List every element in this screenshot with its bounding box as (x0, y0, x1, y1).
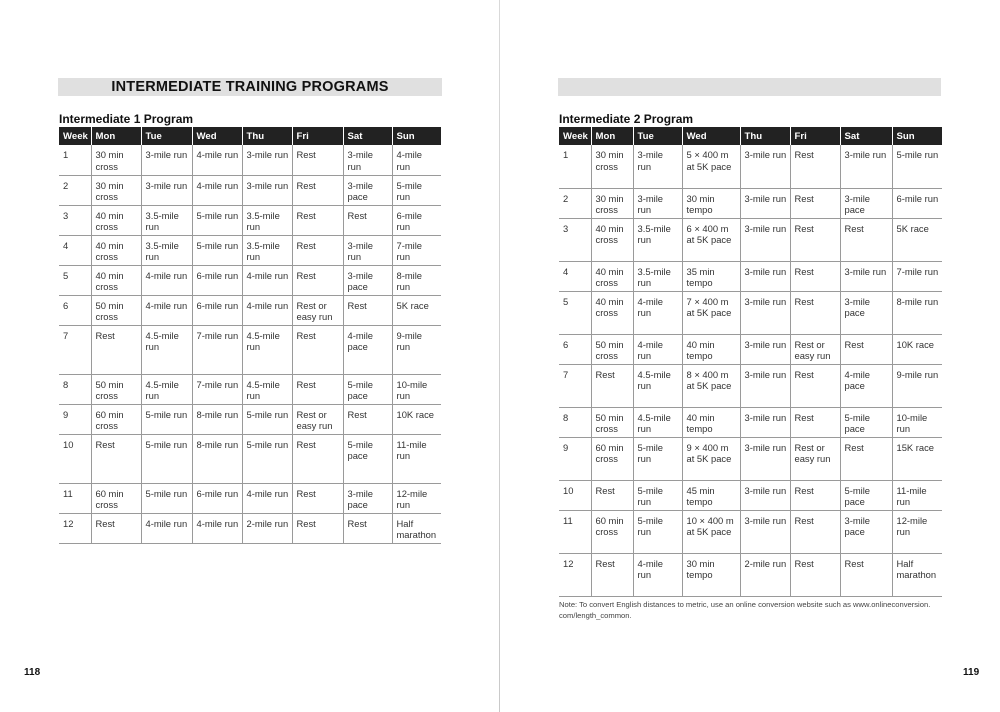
table-cell: 10 (59, 434, 91, 483)
table-cell: 40 min cross (91, 265, 141, 295)
table-cell: 60 min cross (91, 404, 141, 434)
table-cell: 40 min tempo (682, 334, 740, 364)
table-row (59, 374, 441, 404)
column-header-wed: Wed (682, 127, 740, 145)
table-cell: Rest (292, 235, 343, 265)
table-cell: 4-mile run (392, 145, 441, 175)
table-cell: Rest (790, 291, 840, 334)
table-cell: 9-mile run (392, 325, 441, 374)
table-cell: 50 min cross (91, 374, 141, 404)
table-cell: 3 (59, 205, 91, 235)
table-cell: 11-mile run (892, 480, 942, 510)
table-cell: 3-mile run (740, 407, 790, 437)
table-cell: Rest or easy run (790, 437, 840, 480)
column-header-fri: Fri (790, 127, 840, 145)
column-header-sat: Sat (343, 127, 392, 145)
table-cell: 5 (559, 291, 591, 334)
table-cell: Rest (790, 364, 840, 407)
table-cell: 4-mile run (633, 291, 682, 334)
table-cell: 10K race (892, 334, 942, 364)
table-cell: 5-mile run (392, 175, 441, 205)
table-cell: 8 (59, 374, 91, 404)
table-cell: 3-mile pace (840, 510, 892, 553)
column-header-mon: Mon (591, 127, 633, 145)
program-title-intermediate-1: Intermediate 1 Program (59, 112, 194, 126)
table-cell: 40 min cross (591, 291, 633, 334)
table-cell: Rest (292, 513, 343, 543)
table-cell: Rest (292, 483, 343, 513)
table-cell: 3.5-mile run (141, 205, 192, 235)
table-cell: Rest (292, 205, 343, 235)
column-header-sun: Sun (392, 127, 441, 145)
table-cell: 3-mile pace (343, 265, 392, 295)
table-cell: 7-mile run (192, 325, 242, 374)
table-cell: 4 (559, 261, 591, 291)
table-cell: 3-mile run (740, 480, 790, 510)
table-cell: 3-mile run (141, 175, 192, 205)
table-row (559, 480, 942, 510)
column-header-sun: Sun (892, 127, 942, 145)
table-cell: 30 min cross (91, 175, 141, 205)
table-cell: Rest (790, 218, 840, 261)
table-cell: 3-mile run (740, 145, 790, 188)
table-row (559, 510, 942, 553)
table-row (59, 145, 441, 175)
conversion-footnote: Note: To convert English distances to metric, use an online conversion website such as www.onlineconversion. com/length_common. (559, 600, 931, 620)
table-cell: 2 (59, 175, 91, 205)
table-cell: 4-mile run (192, 513, 242, 543)
table-cell: Rest (790, 407, 840, 437)
table-cell: 2-mile run (242, 513, 292, 543)
table-cell: Rest (591, 553, 633, 596)
table-cell: 4 (59, 235, 91, 265)
table-row (559, 218, 942, 261)
table-row (559, 188, 942, 218)
table-row (59, 235, 441, 265)
table-row (59, 265, 441, 295)
table-cell: 4-mile run (141, 265, 192, 295)
table-cell: 5K race (392, 295, 441, 325)
column-header-sat: Sat (840, 127, 892, 145)
table-cell: 3-mile run (740, 188, 790, 218)
table-cell: Rest (292, 145, 343, 175)
table-cell: 5-mile pace (840, 407, 892, 437)
table-cell: 11 (59, 483, 91, 513)
table-cell: 5-mile run (192, 205, 242, 235)
table-cell: Rest (343, 295, 392, 325)
table-row (559, 334, 942, 364)
table-cell: Rest (840, 334, 892, 364)
table-cell: 3 (559, 218, 591, 261)
table-cell: Rest (343, 205, 392, 235)
table-cell: 5K race (892, 218, 942, 261)
table-cell: 8-mile run (892, 291, 942, 334)
table-cell: 3.5-mile run (633, 218, 682, 261)
table-cell: 3-mile run (740, 437, 790, 480)
table-cell: 5 × 400 m at 5K pace (682, 145, 740, 188)
table-cell: Rest (591, 364, 633, 407)
table-cell: 3-mile run (343, 235, 392, 265)
table-cell: 1 (59, 145, 91, 175)
table-cell: 9 (59, 404, 91, 434)
table-row (59, 175, 441, 205)
table-cell: 3-mile run (740, 261, 790, 291)
table-row (559, 553, 942, 596)
table-row (559, 364, 942, 407)
table-cell: 7 (59, 325, 91, 374)
table-cell: 30 min tempo (682, 553, 740, 596)
table-cell: 4.5-mile run (242, 325, 292, 374)
section-banner-blank (558, 78, 941, 96)
table-cell: 9 × 400 m at 5K pace (682, 437, 740, 480)
table-cell: 5-mile pace (343, 374, 392, 404)
table-cell: 3-mile run (242, 145, 292, 175)
table-cell: Rest (343, 404, 392, 434)
table-cell: 40 min cross (91, 205, 141, 235)
column-header-fri: Fri (292, 127, 343, 145)
table-cell: 4-mile run (192, 145, 242, 175)
table-cell: Rest (840, 218, 892, 261)
right-page (500, 0, 1000, 712)
table-cell: 3-mile run (242, 175, 292, 205)
table-cell: 12-mile run (392, 483, 441, 513)
table-row (59, 404, 441, 434)
table-cell: 4.5-mile run (633, 407, 682, 437)
table-cell: Rest (292, 374, 343, 404)
table-cell: 4.5-mile run (242, 374, 292, 404)
table-cell: 4-mile run (141, 513, 192, 543)
table-cell: 40 min cross (91, 235, 141, 265)
table-cell: 5-mile run (633, 480, 682, 510)
table-row (59, 205, 441, 235)
table-cell: Rest (790, 480, 840, 510)
table-cell: 7 (559, 364, 591, 407)
table-cell: 4-mile pace (840, 364, 892, 407)
table-cell: 3-mile run (343, 145, 392, 175)
table-cell: 3-mile run (740, 334, 790, 364)
table-cell: 5-mile run (141, 434, 192, 483)
table-row (59, 325, 441, 374)
table-cell: 5-mile run (633, 437, 682, 480)
table-row (559, 407, 942, 437)
table-cell: 6-mile run (192, 483, 242, 513)
table-cell: 60 min cross (591, 510, 633, 553)
table-cell: 10 (559, 480, 591, 510)
table-row (59, 434, 441, 483)
table-cell: Rest or easy run (292, 295, 343, 325)
table-cell: Half marathon (892, 553, 942, 596)
schedule-table-intermediate-2 (559, 127, 942, 597)
table-cell: 10 × 400 m at 5K pace (682, 510, 740, 553)
table-cell: 4-mile run (242, 483, 292, 513)
table-cell: 12 (59, 513, 91, 543)
table-cell: 8-mile run (192, 434, 242, 483)
table-cell: 45 min tempo (682, 480, 740, 510)
table-cell: Rest (292, 434, 343, 483)
table-cell: Rest (292, 265, 343, 295)
program-title-intermediate-2: Intermediate 2 Program (559, 112, 694, 126)
table-cell: 60 min cross (591, 437, 633, 480)
table-row (59, 483, 441, 513)
schedule-table-intermediate-1 (59, 127, 441, 544)
section-banner: INTERMEDIATE TRAINING PROGRAMS (58, 78, 442, 96)
table-cell: 9 (559, 437, 591, 480)
table-cell: Rest (840, 437, 892, 480)
table-cell: 4.5-mile run (141, 374, 192, 404)
table-cell: 7 × 400 m at 5K pace (682, 291, 740, 334)
table-cell: 7-mile run (392, 235, 441, 265)
table-cell: 2-mile run (740, 553, 790, 596)
table-cell: 11-mile run (392, 434, 441, 483)
table-cell: 40 min cross (591, 261, 633, 291)
table-cell: 50 min cross (91, 295, 141, 325)
table-cell: 5-mile run (633, 510, 682, 553)
table-cell: 50 min cross (591, 407, 633, 437)
table-cell: 2 (559, 188, 591, 218)
table-row (559, 145, 942, 188)
table-cell: 4-mile pace (343, 325, 392, 374)
table-cell: 11 (559, 510, 591, 553)
table-cell: 4.5-mile run (141, 325, 192, 374)
table-cell: 50 min cross (591, 334, 633, 364)
table-cell: 40 min tempo (682, 407, 740, 437)
table-cell: 3-mile run (840, 145, 892, 188)
table-header-row (59, 127, 441, 145)
table-row (59, 295, 441, 325)
table-cell: 4-mile run (633, 553, 682, 596)
column-header-week: Week (559, 127, 591, 145)
table-row (59, 513, 441, 543)
page-number: 118 (24, 667, 41, 678)
table-cell: 3.5-mile run (242, 235, 292, 265)
table-cell: 8 (559, 407, 591, 437)
table-cell: 4-mile run (633, 334, 682, 364)
table-cell: 5-mile pace (343, 434, 392, 483)
column-header-tue: Tue (141, 127, 192, 145)
table-cell: 4-mile run (242, 295, 292, 325)
table-cell: 6-mile run (392, 205, 441, 235)
column-header-wed: Wed (192, 127, 242, 145)
table-cell: Rest (790, 261, 840, 291)
table-cell: 3-mile run (840, 261, 892, 291)
table-cell: 10K race (392, 404, 441, 434)
table-cell: 3-mile pace (840, 188, 892, 218)
table-cell: 30 min tempo (682, 188, 740, 218)
column-header-thu: Thu (740, 127, 790, 145)
table-cell: 5-mile run (141, 404, 192, 434)
table-cell: 6 (559, 334, 591, 364)
left-page (0, 0, 499, 712)
table-cell: 3-mile run (740, 364, 790, 407)
table-cell: 8-mile run (392, 265, 441, 295)
table-cell: 3-mile run (740, 291, 790, 334)
table-cell: Half marathon (392, 513, 441, 543)
table-cell: 3-mile run (740, 510, 790, 553)
table-cell: 5-mile run (892, 145, 942, 188)
table-cell: 8-mile run (192, 404, 242, 434)
table-cell: 60 min cross (91, 483, 141, 513)
table-cell: Rest (591, 480, 633, 510)
table-cell: 8 × 400 m at 5K pace (682, 364, 740, 407)
table-cell: 3-mile pace (343, 175, 392, 205)
table-cell: 7-mile run (892, 261, 942, 291)
table-header-row (559, 127, 942, 145)
table-cell: Rest (91, 513, 141, 543)
table-cell: 5-mile run (141, 483, 192, 513)
table-cell: Rest (292, 175, 343, 205)
table-cell: Rest (790, 188, 840, 218)
table-cell: Rest (790, 553, 840, 596)
table-cell: 15K race (892, 437, 942, 480)
table-cell: 6 × 400 m at 5K pace (682, 218, 740, 261)
table-cell: 3-mile run (141, 145, 192, 175)
table-cell: Rest (91, 434, 141, 483)
table-cell: 3-mile pace (840, 291, 892, 334)
table-cell: 6-mile run (192, 295, 242, 325)
table-cell: Rest (343, 513, 392, 543)
table-cell: 5-mile run (242, 404, 292, 434)
table-cell: 7-mile run (192, 374, 242, 404)
table-cell: 5 (59, 265, 91, 295)
table-cell: 3.5-mile run (141, 235, 192, 265)
table-row (559, 261, 942, 291)
table-cell: 3-mile run (740, 218, 790, 261)
table-cell: 6 (59, 295, 91, 325)
table-cell: 3.5-mile run (242, 205, 292, 235)
table-cell: Rest (91, 325, 141, 374)
table-cell: 30 min cross (591, 145, 633, 188)
column-header-thu: Thu (242, 127, 292, 145)
table-cell: 5-mile run (242, 434, 292, 483)
table-row (559, 437, 942, 480)
column-header-tue: Tue (633, 127, 682, 145)
table-cell: 35 min tempo (682, 261, 740, 291)
table-cell: 9-mile run (892, 364, 942, 407)
table-cell: 5-mile pace (840, 480, 892, 510)
table-cell: 6-mile run (192, 265, 242, 295)
table-cell: Rest (840, 553, 892, 596)
table-cell: Rest (292, 325, 343, 374)
table-cell: 3-mile run (633, 188, 682, 218)
table-cell: 30 min cross (591, 188, 633, 218)
table-cell: 1 (559, 145, 591, 188)
table-cell: 4-mile run (192, 175, 242, 205)
table-cell: Rest (790, 510, 840, 553)
table-cell: 12 (559, 553, 591, 596)
table-cell: 30 min cross (91, 145, 141, 175)
column-header-week: Week (59, 127, 91, 145)
table-cell: 3-mile pace (343, 483, 392, 513)
table-cell: 3.5-mile run (633, 261, 682, 291)
table-row (559, 291, 942, 334)
table-cell: 4-mile run (141, 295, 192, 325)
table-cell: 6-mile run (892, 188, 942, 218)
table-cell: Rest or easy run (292, 404, 343, 434)
table-cell: Rest or easy run (790, 334, 840, 364)
table-cell: 3-mile run (633, 145, 682, 188)
table-cell: 40 min cross (591, 218, 633, 261)
table-cell: 12-mile run (892, 510, 942, 553)
table-cell: 10-mile run (392, 374, 441, 404)
table-cell: 4.5-mile run (633, 364, 682, 407)
table-cell: 4-mile run (242, 265, 292, 295)
page-number: 119 (963, 667, 980, 678)
column-header-mon: Mon (91, 127, 141, 145)
table-cell: Rest (790, 145, 840, 188)
table-cell: 5-mile run (192, 235, 242, 265)
table-cell: 10-mile run (892, 407, 942, 437)
